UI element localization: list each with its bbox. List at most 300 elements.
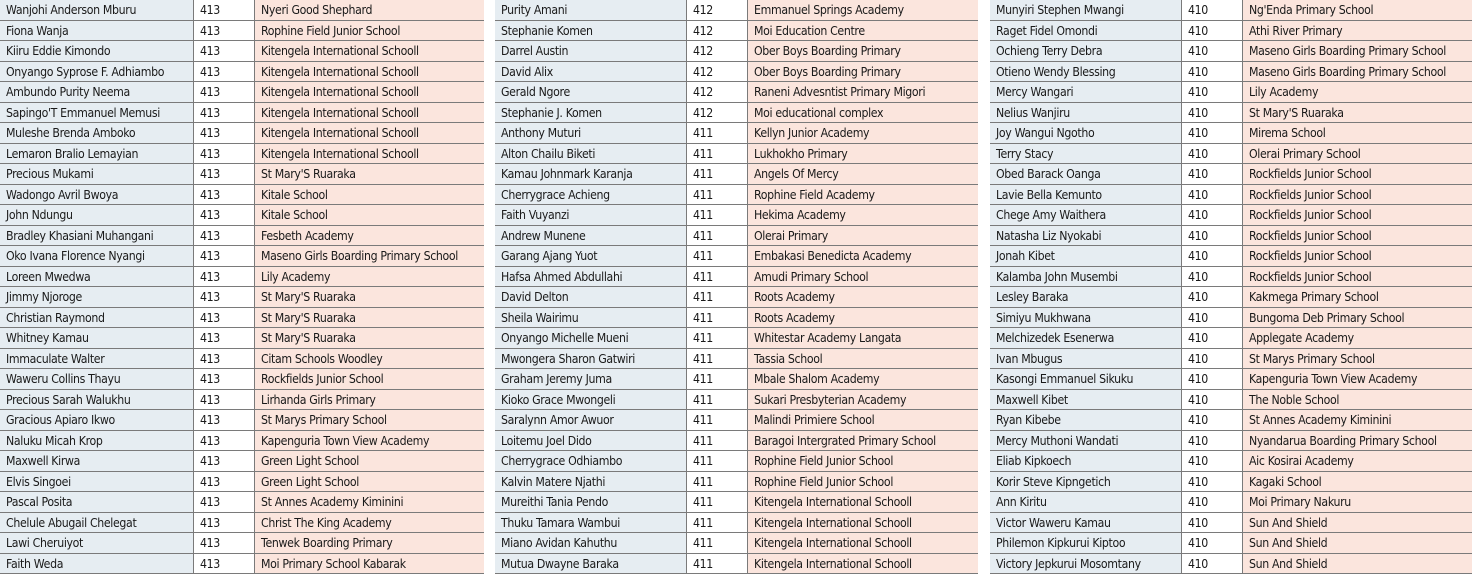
candidate-name: Mureithi Tania Pendo <box>495 492 686 513</box>
table-row <box>0 512 484 533</box>
score-value: 411 <box>686 246 747 267</box>
table-row <box>0 41 484 62</box>
candidate-name: John Ndungu <box>0 205 193 226</box>
school-name: Kapenguria Town View Academy <box>1242 369 1472 390</box>
table-row <box>495 410 978 431</box>
candidate-name: Immaculate Walter <box>0 348 193 369</box>
school-name: St Mary'S Ruaraka <box>254 328 484 349</box>
table-row <box>990 184 1472 205</box>
candidate-name: Ambundo Purity Neema <box>0 82 193 103</box>
score-value: 410 <box>1181 20 1242 41</box>
table-row <box>0 553 484 574</box>
score-value: 411 <box>686 266 747 287</box>
score-value: 413 <box>193 0 254 20</box>
candidate-name: Natasha Liz Nyokabi <box>990 225 1181 246</box>
school-name: Lukhokho Primary <box>747 143 978 164</box>
table-row <box>990 471 1472 492</box>
table-row <box>990 205 1472 226</box>
score-value: 411 <box>686 553 747 574</box>
school-name: Ng'Enda Primary School <box>1242 0 1472 20</box>
school-name: St Marys Primary School <box>1242 348 1472 369</box>
candidate-name: Eliab Kipkoech <box>990 451 1181 472</box>
score-value: 410 <box>1181 82 1242 103</box>
table-row <box>990 492 1472 513</box>
table-row <box>990 553 1472 574</box>
candidate-name: Bradley Khasiani Muhangani <box>0 225 193 246</box>
school-name: Mirema School <box>1242 123 1472 144</box>
candidate-name: Mercy Muthoni Wandati <box>990 430 1181 451</box>
score-value: 411 <box>686 225 747 246</box>
score-value: 410 <box>1181 246 1242 267</box>
candidate-name: Saralynn Amor Awuor <box>495 410 686 431</box>
candidate-name: Oko Ivana Florence Nyangi <box>0 246 193 267</box>
score-value: 411 <box>686 410 747 431</box>
school-name: Malindi Primiere School <box>747 410 978 431</box>
score-value: 413 <box>193 205 254 226</box>
candidate-name: Mercy Wangari <box>990 82 1181 103</box>
school-name: Moi educational complex <box>747 102 978 123</box>
school-name: Olerai Primary <box>747 225 978 246</box>
candidate-name: Purity Amani <box>495 0 686 20</box>
candidate-name: Ann Kiritu <box>990 492 1181 513</box>
score-value: 411 <box>686 430 747 451</box>
score-value: 413 <box>193 164 254 185</box>
candidate-name: Victor Waweru Kamau <box>990 512 1181 533</box>
score-value: 413 <box>193 471 254 492</box>
candidate-name: Korir Steve Kipngetich <box>990 471 1181 492</box>
table-row <box>990 225 1472 246</box>
candidate-name: Kalvin Matere Njathi <box>495 471 686 492</box>
score-value: 410 <box>1181 512 1242 533</box>
school-name: Amudi Primary School <box>747 266 978 287</box>
candidate-name: Naluku Micah Krop <box>0 430 193 451</box>
candidate-name: David Delton <box>495 287 686 308</box>
candidate-name: Wadongo Avril Bwoya <box>0 184 193 205</box>
candidate-name: Faith Vuyanzi <box>495 205 686 226</box>
score-value: 410 <box>1181 533 1242 554</box>
score-value: 410 <box>1181 553 1242 574</box>
score-value: 410 <box>1181 164 1242 185</box>
candidate-name: Raget Fidel Omondi <box>990 20 1181 41</box>
score-value: 413 <box>193 82 254 103</box>
candidate-name: Onyango Syprose F. Adhiambo <box>0 61 193 82</box>
table-row <box>0 0 484 20</box>
school-name: Moi Education Centre <box>747 20 978 41</box>
candidate-name: Lavie Bella Kemunto <box>990 184 1181 205</box>
school-name: Rophine Field Junior School <box>747 471 978 492</box>
candidate-name: Faith Weda <box>0 553 193 574</box>
candidate-name: Stephanie J. Komen <box>495 102 686 123</box>
school-name: Kitengela International Schooll <box>747 553 978 574</box>
score-value: 410 <box>1181 471 1242 492</box>
candidate-name: Jimmy Njoroge <box>0 287 193 308</box>
score-value: 411 <box>686 123 747 144</box>
score-value: 410 <box>1181 205 1242 226</box>
school-name: Rophine Field Academy <box>747 184 978 205</box>
school-name: Roots Academy <box>747 307 978 328</box>
school-name: Embakasi Benedicta Academy <box>747 246 978 267</box>
table-row <box>495 307 978 328</box>
school-name: Tassia School <box>747 348 978 369</box>
school-name: Ober Boys Boarding Primary <box>747 61 978 82</box>
candidate-name: Cherrygrace Achieng <box>495 184 686 205</box>
table-row <box>990 533 1472 554</box>
candidate-name: Lawi Cheruiyot <box>0 533 193 554</box>
table-row <box>495 266 978 287</box>
school-name: Tenwek Boarding Primary <box>254 533 484 554</box>
table-row <box>0 61 484 82</box>
table-row <box>0 123 484 144</box>
candidate-name: Kasongi Emmanuel Sikuku <box>990 369 1181 390</box>
candidate-name: Stephanie Komen <box>495 20 686 41</box>
school-name: St Marys Primary School <box>254 410 484 431</box>
school-name: St Mary'S Ruaraka <box>254 307 484 328</box>
candidate-name: Muleshe Brenda Amboko <box>0 123 193 144</box>
score-value: 410 <box>1181 61 1242 82</box>
school-name: Sun And Shield <box>1242 553 1472 574</box>
score-value: 410 <box>1181 266 1242 287</box>
candidate-name: Sheila Wairimu <box>495 307 686 328</box>
score-value: 413 <box>193 512 254 533</box>
score-value: 413 <box>193 410 254 431</box>
table-row <box>0 246 484 267</box>
table-row <box>495 102 978 123</box>
table-row <box>990 123 1472 144</box>
score-value: 410 <box>1181 348 1242 369</box>
candidate-name: Precious Sarah Walukhu <box>0 389 193 410</box>
school-name: Kitengela International Schooll <box>254 143 484 164</box>
school-name: Rockfields Junior School <box>1242 225 1472 246</box>
candidate-name: Thuku Tamara Wambui <box>495 512 686 533</box>
score-value: 413 <box>193 430 254 451</box>
school-name: Kitale School <box>254 205 484 226</box>
table-row <box>495 451 978 472</box>
school-name: Raneni Advesntist Primary Migori <box>747 82 978 103</box>
table-row <box>990 410 1472 431</box>
school-name: Christ The King Academy <box>254 512 484 533</box>
candidate-name: Onyango Michelle Mueni <box>495 328 686 349</box>
score-value: 413 <box>193 389 254 410</box>
table-row <box>0 430 484 451</box>
school-name: Kitengela International Schooll <box>254 41 484 62</box>
candidate-name: Cherrygrace Odhiambo <box>495 451 686 472</box>
candidate-name: Precious Mukami <box>0 164 193 185</box>
score-value: 413 <box>193 266 254 287</box>
table-row <box>495 328 978 349</box>
school-name: Rockfields Junior School <box>254 369 484 390</box>
score-value: 410 <box>1181 0 1242 20</box>
school-name: Kitengela International Schooll <box>747 533 978 554</box>
school-name: Hekima Academy <box>747 205 978 226</box>
score-value: 413 <box>193 348 254 369</box>
candidate-name: Joy Wangui Ngotho <box>990 123 1181 144</box>
table-row <box>495 512 978 533</box>
candidate-name: Maxwell Kibet <box>990 389 1181 410</box>
score-value: 413 <box>193 184 254 205</box>
table-row <box>990 389 1472 410</box>
candidate-name: Garang Ajang Yuot <box>495 246 686 267</box>
table-row <box>0 225 484 246</box>
score-value: 412 <box>686 0 747 20</box>
school-name: Lirhanda Girls Primary <box>254 389 484 410</box>
school-name: Kagaki School <box>1242 471 1472 492</box>
score-value: 413 <box>193 246 254 267</box>
table-row <box>495 225 978 246</box>
candidate-name: Chege Amy Waithera <box>990 205 1181 226</box>
results-table-2 <box>495 0 978 574</box>
score-value: 410 <box>1181 143 1242 164</box>
school-name: Angels Of Mercy <box>747 164 978 185</box>
table-row <box>990 369 1472 390</box>
score-value: 413 <box>193 553 254 574</box>
score-value: 413 <box>193 451 254 472</box>
table-row <box>0 143 484 164</box>
table-row <box>990 287 1472 308</box>
school-name: Emmanuel Springs Academy <box>747 0 978 20</box>
table-row <box>495 533 978 554</box>
candidate-name: Alton Chailu Biketi <box>495 143 686 164</box>
school-name: Rockfields Junior School <box>1242 205 1472 226</box>
school-name: Rophine Field Junior School <box>254 20 484 41</box>
candidate-name: Otieno Wendy Blessing <box>990 61 1181 82</box>
candidate-name: Sapingo'T Emmanuel Memusi <box>0 102 193 123</box>
table-row <box>495 348 978 369</box>
table-row <box>495 41 978 62</box>
score-value: 411 <box>686 184 747 205</box>
candidate-name: Darrel Austin <box>495 41 686 62</box>
table-row <box>0 328 484 349</box>
candidate-name: Pascal Posita <box>0 492 193 513</box>
candidate-name: Waweru Collins Thayu <box>0 369 193 390</box>
table-row <box>990 41 1472 62</box>
table-row <box>990 82 1472 103</box>
candidate-name: Nelius Wanjiru <box>990 102 1181 123</box>
table-row <box>0 369 484 390</box>
school-name: Rockfields Junior School <box>1242 266 1472 287</box>
school-name: Kellyn Junior Academy <box>747 123 978 144</box>
score-value: 410 <box>1181 410 1242 431</box>
table-row <box>0 389 484 410</box>
school-name: Bungoma Deb Primary School <box>1242 307 1472 328</box>
score-value: 413 <box>193 102 254 123</box>
table-row <box>0 533 484 554</box>
score-value: 413 <box>193 41 254 62</box>
score-value: 413 <box>193 307 254 328</box>
table-row <box>495 164 978 185</box>
score-value: 413 <box>193 328 254 349</box>
candidate-name: Obed Barack Oanga <box>990 164 1181 185</box>
score-value: 412 <box>686 102 747 123</box>
school-name: Kakmega Primary School <box>1242 287 1472 308</box>
table-row <box>990 246 1472 267</box>
school-name: Baragoi Intergrated Primary School <box>747 430 978 451</box>
candidate-name: Lesley Baraka <box>990 287 1181 308</box>
candidate-name: Whitney Kamau <box>0 328 193 349</box>
candidate-name: Mwongera Sharon Gatwiri <box>495 348 686 369</box>
score-value: 411 <box>686 348 747 369</box>
table-row <box>990 266 1472 287</box>
table-row <box>495 184 978 205</box>
score-value: 411 <box>686 164 747 185</box>
school-name: St Mary'S Ruaraka <box>254 287 484 308</box>
table-row <box>0 102 484 123</box>
table-row <box>990 512 1472 533</box>
school-name: Fesbeth Academy <box>254 225 484 246</box>
candidate-name: Miano Avidan Kahuthu <box>495 533 686 554</box>
score-value: 411 <box>686 492 747 513</box>
table-row <box>495 205 978 226</box>
score-value: 410 <box>1181 184 1242 205</box>
school-name: Kitengela International Schooll <box>254 82 484 103</box>
table-row <box>495 430 978 451</box>
table-row <box>990 102 1472 123</box>
school-name: Kitengela International Schooll <box>254 102 484 123</box>
table-row <box>495 492 978 513</box>
candidate-name: Gerald Ngore <box>495 82 686 103</box>
score-value: 412 <box>686 82 747 103</box>
table-row <box>495 246 978 267</box>
score-value: 413 <box>193 287 254 308</box>
table-row <box>0 451 484 472</box>
score-value: 413 <box>193 143 254 164</box>
candidate-name: Kalamba John Musembi <box>990 266 1181 287</box>
school-name: Rockfields Junior School <box>1242 164 1472 185</box>
score-value: 410 <box>1181 492 1242 513</box>
school-name: Moi Primary Nakuru <box>1242 492 1472 513</box>
school-name: Maseno Girls Boarding Primary School <box>1242 61 1472 82</box>
table-row <box>0 287 484 308</box>
school-name: Sun And Shield <box>1242 512 1472 533</box>
school-name: St Annes Academy Kiminini <box>1242 410 1472 431</box>
candidate-name: Ivan Mbugus <box>990 348 1181 369</box>
school-name: Kapenguria Town View Academy <box>254 430 484 451</box>
school-name: St Annes Academy Kiminini <box>254 492 484 513</box>
school-name: The Noble School <box>1242 389 1472 410</box>
school-name: Kitengela International Schooll <box>254 123 484 144</box>
score-value: 410 <box>1181 287 1242 308</box>
table-row <box>990 328 1472 349</box>
school-name: St Mary'S Ruaraka <box>254 164 484 185</box>
table-row <box>495 123 978 144</box>
score-value: 413 <box>193 225 254 246</box>
score-value: 411 <box>686 307 747 328</box>
table-row <box>990 430 1472 451</box>
candidate-name: Christian Raymond <box>0 307 193 328</box>
candidate-name: Kiiru Eddie Kimondo <box>0 41 193 62</box>
school-name: Olerai Primary School <box>1242 143 1472 164</box>
table-row <box>0 266 484 287</box>
score-value: 411 <box>686 389 747 410</box>
table-row <box>990 164 1472 185</box>
score-value: 413 <box>193 61 254 82</box>
school-name: Lily Academy <box>1242 82 1472 103</box>
table-row <box>495 369 978 390</box>
table-row <box>990 451 1472 472</box>
candidate-name: Gracious Apiaro Ikwo <box>0 410 193 431</box>
score-value: 410 <box>1181 41 1242 62</box>
school-name: Lily Academy <box>254 266 484 287</box>
candidate-name: Philemon Kipkurui Kiptoo <box>990 533 1181 554</box>
score-value: 410 <box>1181 430 1242 451</box>
table-row <box>0 205 484 226</box>
school-name: Rophine Field Junior School <box>747 451 978 472</box>
candidate-name: Kamau Johnmark Karanja <box>495 164 686 185</box>
candidate-name: David Alix <box>495 61 686 82</box>
results-table-3 <box>990 0 1472 574</box>
candidate-name: Munyiri Stephen Mwangi <box>990 0 1181 20</box>
score-value: 413 <box>193 533 254 554</box>
score-value: 410 <box>1181 102 1242 123</box>
table-row <box>495 389 978 410</box>
candidate-name: Anthony Muturi <box>495 123 686 144</box>
score-value: 413 <box>193 20 254 41</box>
table-row <box>990 0 1472 20</box>
school-name: Kitengela International Schooll <box>747 492 978 513</box>
school-name: Aic Kosirai Academy <box>1242 451 1472 472</box>
score-value: 413 <box>193 369 254 390</box>
candidate-name: Kioko Grace Mwongeli <box>495 389 686 410</box>
table-row <box>0 492 484 513</box>
score-value: 411 <box>686 287 747 308</box>
table-row <box>0 82 484 103</box>
candidate-name: Hafsa Ahmed Abdullahi <box>495 266 686 287</box>
candidate-name: Chelule Abugail Chelegat <box>0 512 193 533</box>
candidate-name: Melchizedek Esenerwa <box>990 328 1181 349</box>
score-value: 411 <box>686 512 747 533</box>
school-name: Sun And Shield <box>1242 533 1472 554</box>
candidate-name: Graham Jeremy Juma <box>495 369 686 390</box>
table-row <box>0 20 484 41</box>
candidate-name: Lemaron Bralio Lemayian <box>0 143 193 164</box>
candidate-name: Ryan Kibebe <box>990 410 1181 431</box>
school-name: Green Light School <box>254 471 484 492</box>
results-table-1 <box>0 0 484 574</box>
table-row <box>495 471 978 492</box>
score-value: 411 <box>686 451 747 472</box>
score-value: 410 <box>1181 307 1242 328</box>
score-value: 410 <box>1181 328 1242 349</box>
table-row <box>495 61 978 82</box>
school-name: Kitale School <box>254 184 484 205</box>
score-value: 411 <box>686 143 747 164</box>
table-row <box>0 348 484 369</box>
score-value: 412 <box>686 61 747 82</box>
score-value: 411 <box>686 205 747 226</box>
candidate-name: Mutua Dwayne Baraka <box>495 553 686 574</box>
table-row <box>990 348 1472 369</box>
table-row <box>0 307 484 328</box>
table-row <box>0 184 484 205</box>
score-value: 411 <box>686 533 747 554</box>
school-name: Kitengela International Schooll <box>747 512 978 533</box>
candidate-name: Loreen Mwedwa <box>0 266 193 287</box>
school-name: Nyandarua Boarding Primary School <box>1242 430 1472 451</box>
candidate-name: Terry Stacy <box>990 143 1181 164</box>
score-value: 413 <box>193 123 254 144</box>
candidate-name: Andrew Munene <box>495 225 686 246</box>
table-row <box>495 0 978 20</box>
school-name: St Mary'S Ruaraka <box>1242 102 1472 123</box>
table-row <box>495 287 978 308</box>
table-row <box>990 307 1472 328</box>
school-name: Athi River Primary <box>1242 20 1472 41</box>
table-row <box>990 61 1472 82</box>
school-name: Applegate Academy <box>1242 328 1472 349</box>
school-name: Ober Boys Boarding Primary <box>747 41 978 62</box>
score-value: 412 <box>686 41 747 62</box>
candidate-name: Ochieng Terry Debra <box>990 41 1181 62</box>
results-block-1 <box>0 0 484 580</box>
